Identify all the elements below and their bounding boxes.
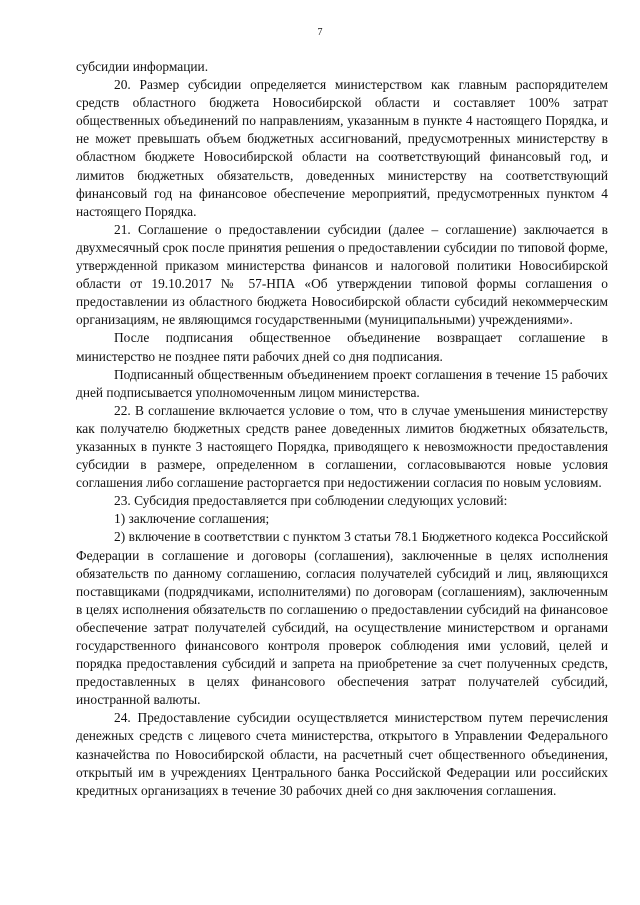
paragraph-item-20: 20. Размер субсидии определяется министерством как главным распорядителем средств областного бюджета Новосибирской области и составляет 100% затрат общественных объединений по направлениям, указанным в пункте 4 настоящего Порядка, и не может превышать объем бюджетных ассигнований, предусмотренных министерству в областном бюджете Новосибирской области на соответствующий финансовый год, и лимитов бюджетных обязательств, доведенных министерству на соответствующий финансовый год на финансовое обеспечение мероприятий, предусмотренных пунктом 4 настоящего Порядка. — [76, 77, 608, 219]
paragraph-return-agreement: После подписания общественное объединение возвращает соглашение в министерство не позднее пяти рабочих дней со дня подписания. — [76, 330, 608, 364]
paragraph-item-23: 23. Субсидия предоставляется при соблюдении следующих условий: — [114, 493, 508, 509]
paragraph-item-21: 21. Соглашение о предоставлении субсидии (далее – соглашение) заключается в двухмесячный срок после принятия решения о предоставлении субсидии по типовой форме, утвержденной приказом министерства финансов и налоговой политики Новосибирской области от 19.10.2017 № 57-НПА «Об утверждении типовой формы соглашения о предоставлении из областного бюджета Новосибирской области субсидий некоммерческим организациям, не являющимся государственными (муниципальными) учреждениями». — [76, 221, 608, 328]
document-body — [76, 58, 608, 800]
paragraph-condition-2: 2) включение в соответствии с пунктом 3 статьи 78.1 Бюджетного кодекса Российской Федерации в соглашение и договоры (соглашения), заключенные в целях исполнения обязательств по данному соглашению, согласия получателей субсидий и лиц, являющихся поставщиками (подрядчиками, исполнителями) по договорам (соглашениям), заключенным в целях исполнения обязательств по соглашению о предоставлении субсидий на финансовое обеспечение затрат получателей субсидий, на осуществление министерством и органами государственного финансового контроля проверок соблюдения ими условий, целей и порядка предоставления субсидий и запрета на приобретение за счет полученных средств, предоставленных в целях финансового обеспечения затрат получателей субсидий, иностранной валюты. — [76, 529, 608, 708]
paragraph-continuation: субсидии информации. — [76, 59, 209, 74]
paragraph-condition-1: 1) заключение соглашения; — [114, 511, 270, 527]
page-number: 7 — [317, 27, 323, 38]
paragraph-item-24: 24. Предоставление субсидии осуществляется министерством путем перечисления денежных средств с лицевого счета министерства, открытого в Управлении Федерального казначейства по Новосибирской области, на расчетный счет общественного объединения, открытый им в учреждениях Центрального банка Российской Федерации или российских кредитных организациях в течение 30 рабочих дней со дня заключения соглашения. — [76, 710, 608, 798]
paragraph-sign-agreement: Подписанный общественным объединением проект соглашения в течение 15 рабочих дней подписывается уполномоченным лицом министерства. — [76, 366, 608, 400]
paragraph-item-22: 22. В соглашение включается условие о том, что в случае уменьшения министерству как получателю бюджетных средств ранее доведенных лимитов бюджетных обязательств, указанных в пункте 3 настоящего Порядка, приводящего к невозможности предоставления субсидии в размере, определенном в соглашении, согласовываются новые условия соглашения либо соглашение расторгается при недостижении согласия по новым условиям. — [76, 402, 608, 491]
